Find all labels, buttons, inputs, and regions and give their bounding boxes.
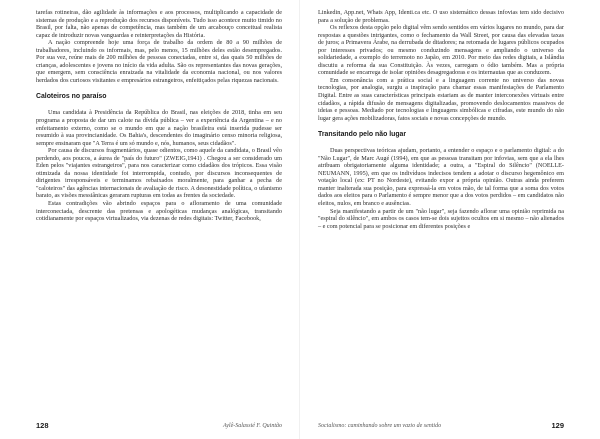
left-page-number: 128: [36, 421, 49, 430]
right-paragraph-3: Em consonância com a prática social e a linguagem corrente no universo das novas tecnologias, por analogia, surgiu a inspiração para chamar essas manifestações de Parlamento Digital. Entre as suas características principais estariam as de manter interconexões virtuais entre cidadãos, a rápida difusão de mensagens digitalizadas, promovendo deslocamentos massivos de ideias e pessoas. Mediado por tecnologias e linguagens simbólicas e cifradas, este mundo do não lugar gera ações mobilizadoras, fatos sociais e novas concepções de mundo.: [318, 76, 564, 122]
right-section-paragraph-2: Seja manifestando a partir de um "não lugar", seja fazendo aflorar uma opinião reprimida na "espiral do silêncio", em ambos os casos tem-se dois sujeitos ocultos em si mesmo – não alienados – e com potencial para se posicionar em diferentes posições e: [318, 207, 564, 230]
left-paragraph-2: A nação compreende hoje uma força de trabalho da ordem de 80 a 90 milhões de trabalhadores, incluindo os informais, mas, pelo menos, 15 milhões deles estão desempregados. Por sua vez, reúne mais de 200 milhões de pessoas conectadas, entre si, das quais 50 milhões de crianças, adolescentes e jovens no início da vida adulta. São os representantes das novas gerações, que emergem, sem consciência enraizada na vitalidade da economia nacional, ou nos valores herdados dos curiosos visitantes e empresários estrangeiros, enfeitiçados pelas riquezas nacionais.: [36, 39, 282, 84]
right-page-number: 129: [551, 421, 564, 430]
section-heading-caloteiros: Caloteiros no paraíso: [36, 93, 107, 101]
left-page: [36, 9, 282, 223]
left-page-footer: [36, 421, 282, 431]
section-heading-transitando: Transitando pelo não lugar: [318, 131, 407, 139]
left-footer-author: Aylê-Salassié F. Quintão: [222, 423, 282, 429]
right-page-footer: [318, 421, 564, 431]
right-footer-running-title: Socialismo: caminhando sobre um vazio de sentido: [318, 423, 442, 429]
left-section-paragraph-1: Uma candidata à Presidência da República do Brasil, nas eleições de 2018, tinha em seu programa a proposta de dar um calote na dívida pública – ver a experiência da Argentina – e no enfeitamento externo, como se o mundo em que a nação brasileira está inserida pudesse ser resumido à sua provincianidade. Os Bahia's, descendentes do imaginário censo minoria religiosa, sempre ensinaram que "A Terra é um só mundo e, nós, humanos, seus cidadãos".: [36, 109, 282, 147]
right-section-paragraph-1: Duas perspectivas teóricas ajudam, portanto, a entender o espaço e o parlamento digital: a do "Não Lugar", de Marc Augé (1994), em que as pessoas transitam por infovias, sem que a ela lhes atribuam obrigatoriamente alguma identidade; a outra, a "Espiral do Silêncio" (NOELLE-NEUMANN, 1995), em que os indivíduos indecisos tendem a adotar o discurso hegemônico em votação local (ex: PT no Nordeste), evitando expor a própria opinião. Outras ainda preferem manter inalterada sua posição, para expressá-la em votos mão, de tal forma que a soma dos votos dados aos eleitos para o Parlamento é sempre menor que a dos votos perdidos – em candidatos não eleitos, nulos, em branco e ausências.: [318, 147, 564, 208]
left-section-paragraph-2: Por causa de discursos fragmentários, quase odientos, como aquele da candidata, o Brasil vêo perdendo, aos poucos, a áurea de "país do futuro" (ZWEIG,1941) . Chegou a ser considerado um Eden pelos "viajantes estrangeiros", para nos caracterizar como cidadãos dos trópicos. Essa visão otimizada da nossa identidade foi interrompida, contudo, por discursos inconsequentes de dirigentes irresponsáveis e terminamos rebaixados moralmente, para ganhar a pecha de "caloteiros" das agências internacionais de avaliação de risco. A desonestidade política, o ufanismo barato, as visões messiânicas geraram rupturas em todas as frentes da sociedade.: [36, 147, 282, 200]
left-section-paragraph-3: Estas contradições vão abrindo espaços para o afloramento de uma comunidade interconectada, descrente das pretensas e apologéticas mudanças analógicas, transitando cotidianamente por espaços virtualizados, via dezenas de redes digitais: Twitter, Facebook,: [36, 200, 282, 223]
right-paragraph-1: Linkedin, App.net, Whats App, Identi.ca etc. O uso sistemático dessas infovias tem sido decisivo para a solução de problemas.: [318, 9, 564, 24]
left-paragraph-1: tarefas rotineiras, dão agilidade às informações e aos processos, multiplicando a capacidade de sistemas de produção e a reprodução dos recursos disponíveis. Tudo isso acontece muito timido no Brasil, por falta, não apenas de competência, mas também de um arcabouço conceitual realista capaz de introduzir novas vanguardas e reinterpretações da História.: [36, 9, 282, 39]
right-paragraph-2: Os reflexos desta opção pelo digital vêm sendo sentidos em vários lugares no mundo, para dar respostas a questões intrigantes, como o fechamento da Wall Street, por causa das elevadas taxas de juros; a Primavera Árabe, na derrubada de ditadores; na retomada de lugares públicos ocupados por interesses privados; ou mesmo conduzindo mensagens e ampliando o universo da solidariedade, a exemplo do terremoto no Japão, em 2010. Por meio das redes digitais, a Islândia discutiu a reforma da sua Constituição. Às vezes, carregam o ódio também. Mas a própria comunidade se encarrega de isolar opiniões desagregadoras e os internautas que as conduzem.: [318, 24, 564, 77]
book-gutter: [299, 0, 300, 439]
right-page: [318, 9, 564, 230]
